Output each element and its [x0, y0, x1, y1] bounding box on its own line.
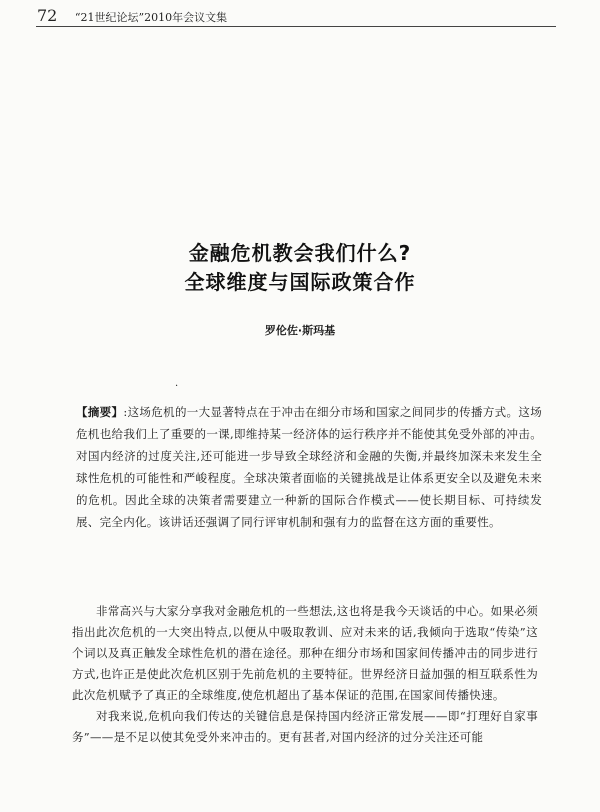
page-number: 72 [37, 6, 58, 25]
author-name: 罗伦佐·斯玛基 [264, 324, 336, 337]
running-header [37, 6, 227, 25]
body-paragraph-2: 对我来说,危机向我们传达的关键信息是保持国内经济正常发展——即“打理好自家事务”——是不足以使其免受外来冲击的。更有甚者,对国内经济的过分关注还可能 [72, 709, 538, 744]
abstract-text: :这场危机的一大显著特点在于冲击在细分市场和国家之间同步的传播方式。这场危机也给我们上了重要的一课,即维持某一经济体的运行秩序并不能使其免受外部的冲击。对国内经济的过度关注,还可能进一步导致全球经济和金融的失衡,并最终加深未来发生全球性危机的可能性和严峻程度。全球决策者面临的关键挑战是让体系更安全以及避免未来的危机。因此全球的决策者需要建立一种新的国际合作模式——使长期目标、可持续发展、完全内化。该讲话还强调了同行评审机制和强有力的监督在这方面的重要性。 [76, 405, 543, 529]
title-line-1: 金融危机教会我们什么? [188, 241, 412, 265]
publication-name: “21世纪论坛”2010年会议文集 [74, 11, 228, 24]
abstract-label: 【摘要】 [76, 405, 124, 419]
separator-mark: . [175, 378, 179, 389]
title-line-2: 全球维度与国际政策合作 [184, 270, 416, 294]
body-text [72, 601, 538, 748]
abstract [76, 401, 542, 533]
header-rule [36, 26, 556, 27]
body-paragraph-1: 非常高兴与大家分享我对金融危机的一些想法,这也将是我今天谈话的中心。如果必须指出此次危机的一大突出特点,以便从中吸取教训、应对未来的话,我倾向于选取“传染”这个词以及真正触发全球性危机的潜在途径。那种在细分市场和国家间传播冲击的同步进行方式,也许正是使此次危机区别于先前危机的主要特征。世界经济日益加强的相互联系性为此次危机赋予了真正的全球维度,使危机超出了基本保证的范围,在国家间传播快速。 [72, 604, 538, 702]
